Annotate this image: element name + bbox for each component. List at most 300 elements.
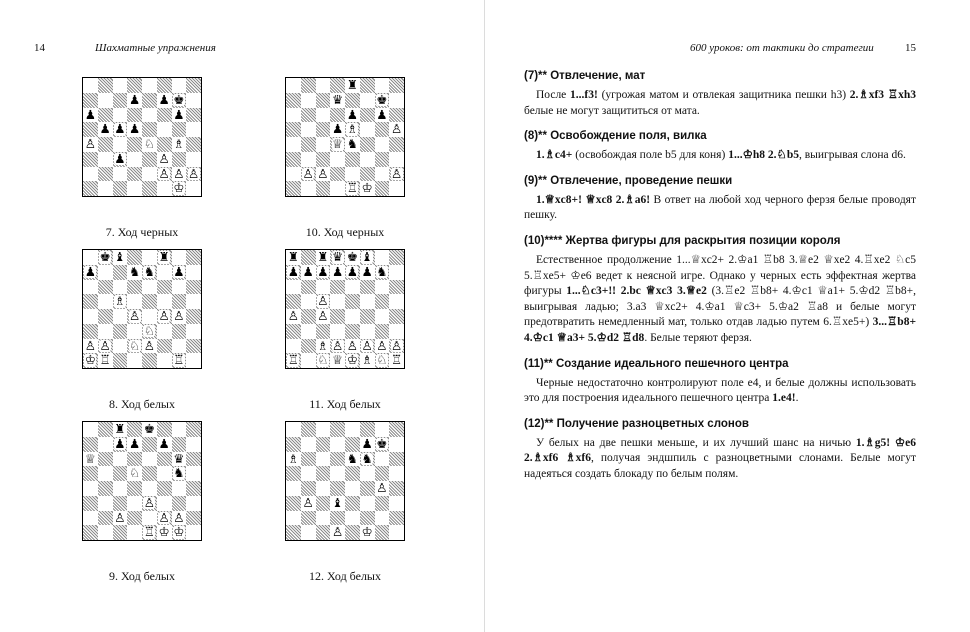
board-square — [83, 309, 98, 324]
board-square — [330, 108, 345, 123]
board-square — [186, 353, 201, 368]
board-square — [157, 353, 172, 368]
white-pawn-icon: ♙ — [158, 509, 170, 525]
board-square — [360, 294, 375, 309]
chess-board — [82, 249, 202, 369]
board-square — [186, 466, 201, 481]
black-queen-icon: ♛ — [332, 91, 344, 107]
board-square — [172, 496, 187, 511]
board-square — [83, 452, 98, 467]
board-square — [83, 280, 98, 295]
commentary-text: , выигрывая слона d6. — [798, 149, 906, 162]
board-square — [389, 167, 404, 182]
black-pawn-icon: ♟ — [84, 106, 96, 122]
board-square — [316, 452, 331, 467]
board-square — [172, 250, 187, 265]
board-square — [301, 339, 316, 354]
white-pawn-icon: ♙ — [129, 308, 141, 324]
white-pawn-icon: ♙ — [173, 509, 185, 525]
board-square — [345, 353, 360, 368]
board-square — [98, 511, 113, 526]
board-square — [83, 167, 98, 182]
white-pawn-icon: ♙ — [317, 165, 329, 181]
board-square — [330, 167, 345, 182]
board-square — [360, 250, 375, 265]
black-pawn-icon: ♟ — [346, 263, 358, 279]
black-pawn-icon: ♟ — [114, 150, 126, 166]
board-square — [345, 309, 360, 324]
board-square — [301, 525, 316, 540]
white-king-icon: ♔ — [158, 524, 170, 540]
black-king-icon: ♚ — [376, 91, 388, 107]
white-king-icon: ♔ — [361, 524, 373, 540]
board-square — [360, 496, 375, 511]
board-square — [157, 250, 172, 265]
board-square — [345, 93, 360, 108]
board-square — [113, 452, 128, 467]
commentary-text: (3.♖e2 ♖b8+ 4.♔c1 ♕a1+ 5.♔d2 ♖b8+, выигрывая ладью; 3.a3 ♕xc2+ 4.♔a1 ♕c3+ 5.♔a2 ♖a8 и белые могут предотвратить немедленный мат, только отдав ладью путем 6.♖xe5+) — [524, 285, 916, 329]
board-square — [186, 309, 201, 324]
board-square — [83, 525, 98, 540]
board-square — [345, 122, 360, 137]
black-knight-icon: ♞ — [129, 263, 141, 279]
board-square — [375, 108, 390, 123]
board-square — [360, 265, 375, 280]
board-square — [360, 422, 375, 437]
board-square — [127, 265, 142, 280]
board-square — [301, 167, 316, 182]
board-square — [127, 250, 142, 265]
board-square — [113, 108, 128, 123]
white-pawn-icon: ♙ — [361, 337, 373, 353]
white-pawn-icon: ♙ — [332, 337, 344, 353]
white-pawn-icon: ♙ — [332, 524, 344, 540]
white-rook-icon: ♖ — [391, 352, 403, 368]
board-square — [389, 93, 404, 108]
exercise-title: (8)** Освобождение поля, вилка — [524, 130, 707, 143]
white-rook-icon: ♖ — [99, 352, 111, 368]
board-square — [157, 294, 172, 309]
board-square — [345, 324, 360, 339]
board-square — [127, 339, 142, 354]
board-square — [330, 353, 345, 368]
board-square — [142, 280, 157, 295]
board-square — [157, 525, 172, 540]
board-square — [98, 152, 113, 167]
board-square — [316, 152, 331, 167]
board-square — [286, 294, 301, 309]
board-square — [157, 422, 172, 437]
board-square — [286, 324, 301, 339]
board-square — [98, 294, 113, 309]
black-pawn-icon: ♟ — [129, 91, 141, 107]
board-square — [172, 339, 187, 354]
board-square — [186, 280, 201, 295]
board-square — [157, 152, 172, 167]
right-page-number: 15 — [905, 42, 916, 54]
board-square — [142, 78, 157, 93]
board-square — [98, 437, 113, 452]
board-square — [301, 122, 316, 137]
black-pawn-icon: ♟ — [129, 435, 141, 451]
board-square — [142, 309, 157, 324]
black-rook-icon: ♜ — [158, 249, 170, 265]
board-square — [389, 309, 404, 324]
black-rook-icon: ♜ — [287, 249, 299, 265]
white-king-icon: ♔ — [173, 180, 185, 196]
board-square — [98, 496, 113, 511]
black-pawn-icon: ♟ — [361, 263, 373, 279]
board-square — [113, 137, 128, 152]
board-square — [375, 181, 390, 196]
board-square — [186, 250, 201, 265]
board-square — [286, 265, 301, 280]
board-square — [172, 280, 187, 295]
white-knight-icon: ♘ — [143, 136, 155, 152]
board-square — [286, 137, 301, 152]
board-square — [330, 122, 345, 137]
board-square — [157, 78, 172, 93]
board-square — [345, 525, 360, 540]
board-square — [316, 108, 331, 123]
board-square — [345, 280, 360, 295]
board-square — [98, 137, 113, 152]
black-pawn-icon: ♟ — [332, 121, 344, 137]
board-square — [345, 137, 360, 152]
board-square — [375, 452, 390, 467]
board-square — [330, 181, 345, 196]
board-square — [83, 108, 98, 123]
board-square — [389, 250, 404, 265]
board-square — [127, 511, 142, 526]
board-square — [301, 324, 316, 339]
board-square — [98, 280, 113, 295]
board-square — [360, 122, 375, 137]
black-rook-icon: ♜ — [346, 77, 358, 93]
board-square — [330, 481, 345, 496]
board-square — [375, 525, 390, 540]
black-queen-icon: ♛ — [332, 249, 344, 265]
black-pawn-icon: ♟ — [158, 435, 170, 451]
board-square — [157, 466, 172, 481]
white-pawn-icon: ♙ — [391, 121, 403, 137]
exercise-title: (12)** Получение разноцветных слонов — [524, 417, 749, 430]
commentary-text: В ответ на любой ход черного ферзя белые проводят пешку. — [524, 193, 916, 222]
board-square — [375, 152, 390, 167]
board-square — [113, 294, 128, 309]
board-square — [301, 181, 316, 196]
board-square — [127, 422, 142, 437]
board-square — [389, 353, 404, 368]
exercise-body — [524, 436, 916, 483]
board-square — [375, 137, 390, 152]
black-king-icon: ♚ — [346, 249, 358, 265]
left-page-number: 14 — [34, 42, 45, 54]
board-square — [127, 181, 142, 196]
board-square — [375, 481, 390, 496]
board-square — [316, 181, 331, 196]
black-pawn-icon: ♟ — [114, 435, 126, 451]
board-square — [345, 511, 360, 526]
white-knight-icon: ♘ — [129, 337, 141, 353]
white-king-icon: ♔ — [346, 352, 358, 368]
board-square — [360, 339, 375, 354]
board-square — [301, 422, 316, 437]
board-square — [345, 250, 360, 265]
board-square — [83, 466, 98, 481]
black-pawn-icon: ♟ — [361, 435, 373, 451]
board-square — [157, 280, 172, 295]
board-square — [360, 137, 375, 152]
board-square — [186, 525, 201, 540]
left-running-head: Шахматные упражнения — [95, 42, 216, 54]
black-knight-icon: ♞ — [346, 136, 358, 152]
board-square — [113, 122, 128, 137]
board-square — [330, 137, 345, 152]
white-pawn-icon: ♙ — [173, 165, 185, 181]
board-square — [375, 167, 390, 182]
board-square — [142, 122, 157, 137]
board-square — [113, 152, 128, 167]
board-square — [345, 294, 360, 309]
board-square — [286, 181, 301, 196]
white-pawn-icon: ♙ — [143, 494, 155, 510]
board-square — [172, 108, 187, 123]
board-square — [389, 437, 404, 452]
board-square — [389, 511, 404, 526]
board-square — [316, 525, 331, 540]
board-square — [113, 167, 128, 182]
board-square — [186, 152, 201, 167]
board-square — [345, 496, 360, 511]
board-square — [286, 250, 301, 265]
exercise-body — [524, 253, 916, 347]
white-pawn-icon: ♙ — [99, 337, 111, 353]
board-square — [157, 481, 172, 496]
board-square — [316, 309, 331, 324]
board-square — [172, 422, 187, 437]
board-square — [113, 250, 128, 265]
board-square — [330, 294, 345, 309]
black-knight-icon: ♞ — [143, 263, 155, 279]
board-square — [360, 324, 375, 339]
board-square — [345, 152, 360, 167]
white-pawn-icon: ♙ — [391, 165, 403, 181]
board-square — [360, 511, 375, 526]
board-square — [172, 452, 187, 467]
board-square — [127, 496, 142, 511]
board-square — [316, 324, 331, 339]
board-square — [360, 181, 375, 196]
page-gutter — [484, 0, 485, 632]
board-square — [330, 324, 345, 339]
board-square — [316, 78, 331, 93]
board-square — [142, 511, 157, 526]
exercise-9 — [524, 175, 916, 224]
board-square — [98, 466, 113, 481]
exercise-body — [524, 148, 916, 164]
diagram-caption: 12. Ход белых — [309, 569, 381, 583]
board-square — [389, 294, 404, 309]
board-square — [142, 108, 157, 123]
board-square — [142, 422, 157, 437]
board-square — [389, 466, 404, 481]
board-square — [98, 324, 113, 339]
board-square — [360, 452, 375, 467]
white-pawn-icon: ♙ — [317, 308, 329, 324]
board-square — [142, 496, 157, 511]
board-square — [330, 511, 345, 526]
board-square — [360, 525, 375, 540]
white-knight-icon: ♘ — [143, 322, 155, 338]
board-square — [330, 496, 345, 511]
board-square — [113, 309, 128, 324]
board-square — [389, 137, 404, 152]
board-square — [127, 280, 142, 295]
board-square — [360, 280, 375, 295]
board-square — [316, 437, 331, 452]
board-square — [316, 511, 331, 526]
board-square — [127, 152, 142, 167]
board-square — [375, 466, 390, 481]
white-pawn-icon: ♙ — [346, 337, 358, 353]
board-square — [345, 466, 360, 481]
white-pawn-icon: ♙ — [84, 136, 96, 152]
board-square — [375, 78, 390, 93]
board-square — [142, 152, 157, 167]
board-square — [98, 481, 113, 496]
board-square — [113, 280, 128, 295]
board-square — [301, 250, 316, 265]
white-queen-icon: ♕ — [84, 450, 96, 466]
white-pawn-icon: ♙ — [287, 308, 299, 324]
board-square — [157, 511, 172, 526]
board-square — [113, 339, 128, 354]
board-square — [142, 466, 157, 481]
move-notation: 1...♘c3+!! 2.bc ♕xc3 3.♕e2 — [566, 285, 707, 298]
board-square — [316, 250, 331, 265]
board-square — [286, 437, 301, 452]
board-square — [127, 481, 142, 496]
exercise-body — [524, 88, 916, 119]
board-square — [142, 137, 157, 152]
board-square — [83, 422, 98, 437]
board-square — [142, 339, 157, 354]
board-square — [98, 452, 113, 467]
white-knight-icon: ♘ — [317, 352, 329, 368]
board-square — [83, 137, 98, 152]
board-square — [83, 324, 98, 339]
board-square — [360, 481, 375, 496]
board-square — [127, 108, 142, 123]
board-square — [389, 152, 404, 167]
white-king-icon: ♔ — [173, 524, 185, 540]
commentary-text: Черные недостаточно контролируют поле e4, и белые должны использовать это для построения идеального пешечного центра — [524, 376, 916, 405]
board-square — [301, 511, 316, 526]
white-bishop-icon: ♗ — [114, 293, 126, 309]
board-square — [301, 353, 316, 368]
board-square — [113, 481, 128, 496]
board-square — [345, 78, 360, 93]
black-knight-icon: ♞ — [346, 450, 358, 466]
board-square — [375, 324, 390, 339]
board-square — [360, 466, 375, 481]
black-knight-icon: ♞ — [376, 263, 388, 279]
white-bishop-icon: ♗ — [346, 121, 358, 137]
white-pawn-icon: ♙ — [173, 308, 185, 324]
board-square — [172, 353, 187, 368]
board-square — [83, 250, 98, 265]
board-square — [186, 93, 201, 108]
board-square — [127, 353, 142, 368]
board-square — [142, 93, 157, 108]
commentary-text: белые не могут защититься от мата. — [524, 104, 700, 117]
board-square — [286, 309, 301, 324]
board-square — [113, 265, 128, 280]
board-square — [286, 167, 301, 182]
board-square — [330, 422, 345, 437]
board-square — [375, 309, 390, 324]
board-square — [186, 181, 201, 196]
board-square — [142, 353, 157, 368]
board-square — [389, 78, 404, 93]
chess-board — [285, 421, 405, 541]
board-square — [83, 496, 98, 511]
board-square — [301, 152, 316, 167]
board-square — [301, 294, 316, 309]
black-pawn-icon: ♟ — [129, 121, 141, 137]
white-pawn-icon: ♙ — [158, 165, 170, 181]
white-knight-icon: ♘ — [376, 352, 388, 368]
commentary-text: (угрожая матом и отвлекая защитника пешки h3) — [597, 89, 850, 101]
board-square — [142, 525, 157, 540]
board-square — [345, 339, 360, 354]
board-square — [98, 108, 113, 123]
white-pawn-icon: ♙ — [391, 337, 403, 353]
board-square — [286, 525, 301, 540]
board-square — [316, 496, 331, 511]
chess-board — [285, 249, 405, 369]
board-square — [330, 309, 345, 324]
board-square — [127, 78, 142, 93]
board-square — [375, 353, 390, 368]
board-square — [172, 294, 187, 309]
exercise-title: (10)**** Жертва фигуры для раскрытия позиции короля — [524, 234, 841, 247]
board-square — [330, 466, 345, 481]
board-square — [186, 137, 201, 152]
board-square — [172, 93, 187, 108]
black-pawn-icon: ♟ — [332, 263, 344, 279]
board-square — [186, 511, 201, 526]
board-square — [330, 250, 345, 265]
move-notation: 1.♗c4+ — [536, 149, 573, 162]
board-square — [157, 122, 172, 137]
board-square — [375, 422, 390, 437]
black-bishop-icon: ♝ — [361, 249, 373, 265]
board-square — [316, 466, 331, 481]
exercise-8 — [524, 130, 916, 164]
board-square — [286, 339, 301, 354]
board-square — [301, 280, 316, 295]
black-king-icon: ♚ — [173, 91, 185, 107]
board-square — [389, 481, 404, 496]
exercise-10 — [524, 235, 916, 347]
board-square — [157, 93, 172, 108]
board-square — [330, 93, 345, 108]
board-square — [330, 265, 345, 280]
exercise-12 — [524, 418, 916, 483]
board-square — [375, 511, 390, 526]
